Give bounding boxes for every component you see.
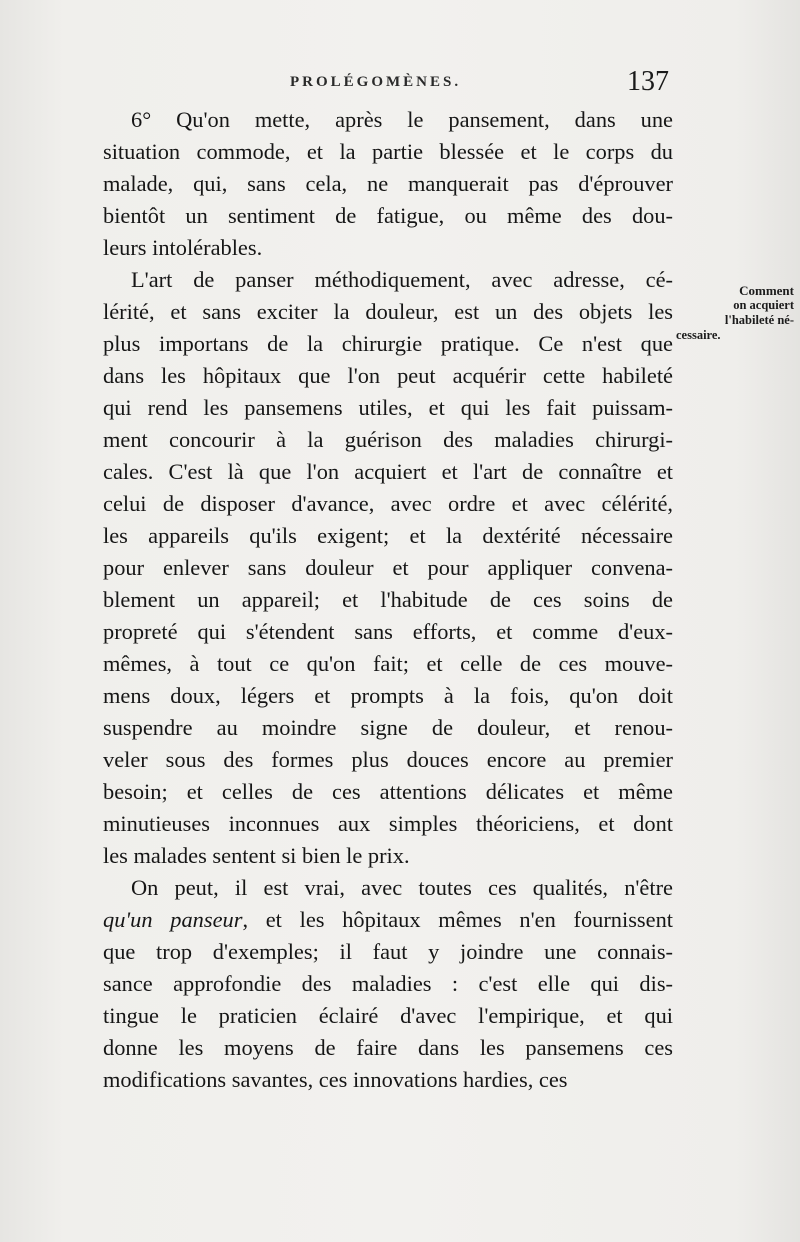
- running-head: PROLÉGOMÈNES.: [290, 74, 462, 90]
- text-line: propreté qui s'étendent sans efforts, et comme d'eux-: [103, 619, 673, 644]
- text-line: cales. C'est là que l'on acquiert et l'art de connaître et: [103, 459, 673, 484]
- text-segment: , et les hôpitaux mêmes n'en fournissent: [242, 907, 673, 932]
- text-line: plus importans de la chirurgie pratique. Ce n'est que: [103, 331, 673, 356]
- text-line: 6° Qu'on mette, après le pansement, dans une: [131, 107, 673, 132]
- text-line: qui rend les pansemens utiles, et qui les fait puissam-: [103, 395, 673, 420]
- text-line: malade, qui, sans cela, ne manquerait pas d'éprouver: [103, 171, 673, 196]
- margin-note: [676, 283, 794, 343]
- text-line: leurs intolérables.: [103, 235, 263, 260]
- text-line: blement un appareil; et l'habitude de ces soins de: [103, 587, 673, 612]
- text-line: dans les hôpitaux que l'on peut acquérir cette habileté: [103, 363, 673, 388]
- body-text: [103, 104, 673, 1096]
- text-line: minutieuses inconnues aux simples théoriciens, et dont: [103, 811, 673, 836]
- text-line: modifications savantes, ces innovations hardies, ces: [103, 1067, 568, 1092]
- text-line: lérité, et sans exciter la douleur, est un des objets les: [103, 299, 673, 324]
- margin-note-line: cessaire.: [676, 328, 721, 342]
- page-header: [105, 66, 673, 102]
- text-line: bientôt un sentiment de fatigue, ou même des dou-: [103, 203, 673, 228]
- text-line: tingue le praticien éclairé d'avec l'empirique, et qui: [103, 1003, 673, 1028]
- text-line: donne les moyens de faire dans les pansemens ces: [103, 1035, 673, 1060]
- text-line: veler sous des formes plus douces encore au premier: [103, 747, 673, 772]
- text-line: besoin; et celles de ces attentions délicates et même: [103, 779, 673, 804]
- text-line: pour enlever sans douleur et pour appliquer convena-: [103, 555, 673, 580]
- text-line: sance approfondie des maladies : c'est elle qui dis-: [103, 971, 673, 996]
- margin-note-line: l'habileté né-: [724, 313, 794, 327]
- text-line: que trop d'exemples; il faut y joindre une connais-: [103, 939, 673, 964]
- paragraph: [103, 872, 673, 1096]
- text-line: les appareils qu'ils exigent; et la dextérité nécessaire: [103, 523, 673, 548]
- text-line: mens doux, légers et prompts à la fois, qu'on doit: [103, 683, 673, 708]
- text-line: suspendre au moindre signe de douleur, et renou-: [103, 715, 673, 740]
- text-line: mêmes, à tout ce qu'on fait; et celle de ces mouve-: [103, 651, 673, 676]
- margin-note-line: Comment: [739, 283, 794, 298]
- text-line: celui de disposer d'avance, avec ordre et avec célérité,: [103, 491, 673, 516]
- paragraph: [103, 104, 673, 264]
- margin-note-line: on acquiert: [733, 298, 794, 312]
- italic-text: qu'un panseur: [103, 907, 243, 932]
- text-line: les malades sentent si bien le prix.: [103, 843, 410, 868]
- text-line: situation commode, et la partie blessée et le corps du: [103, 139, 673, 164]
- text-line: [103, 904, 673, 936]
- text-line: On peut, il est vrai, avec toutes ces qualités, n'être: [131, 875, 673, 900]
- text-line: ment concourir à la guérison des maladies chirurgi-: [103, 427, 673, 452]
- text-line: L'art de panser méthodiquement, avec adresse, cé-: [131, 267, 673, 292]
- paragraph: [103, 264, 673, 872]
- page-number: 137: [627, 66, 669, 97]
